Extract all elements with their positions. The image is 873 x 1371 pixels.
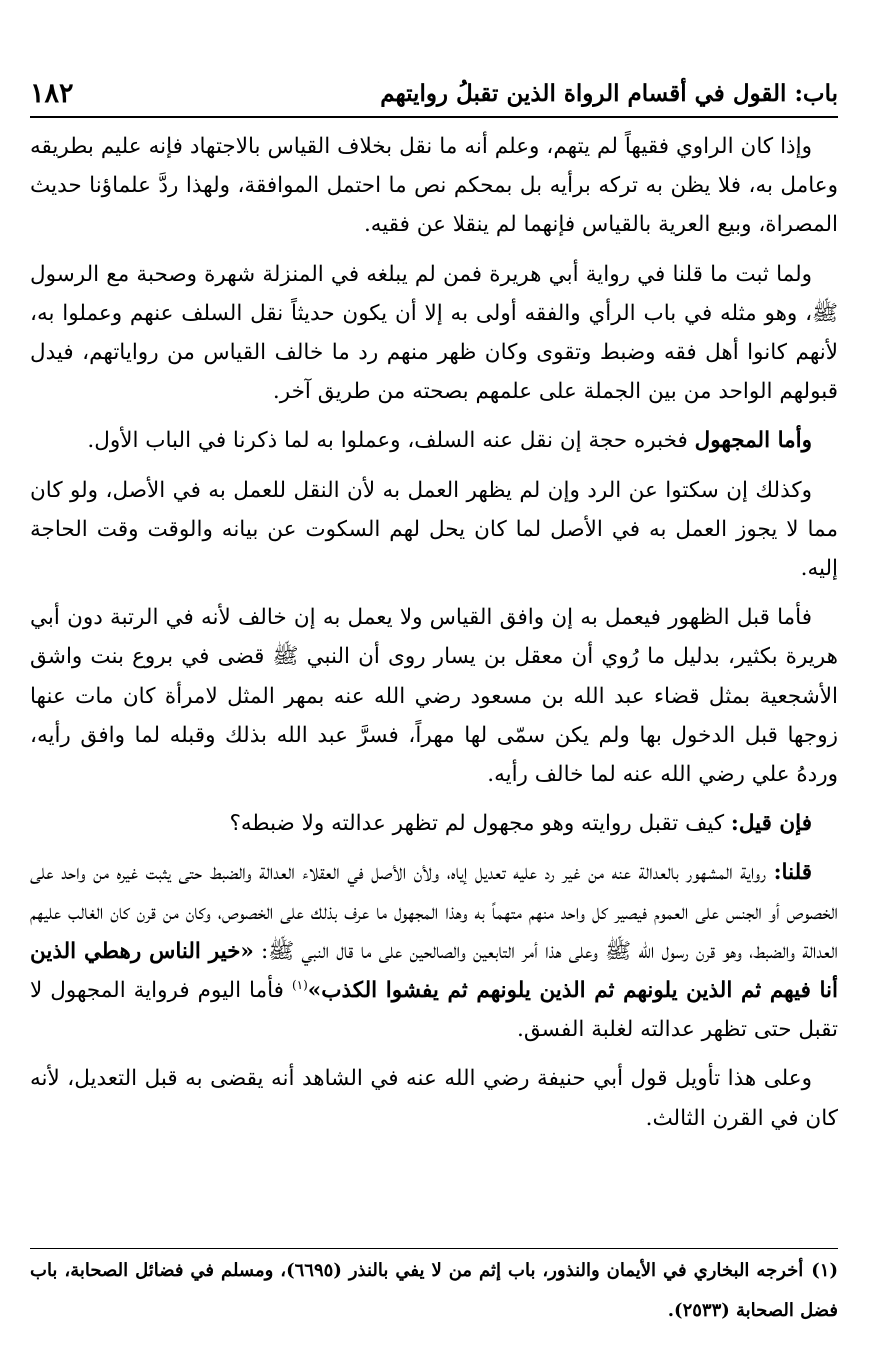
- paragraph-text: رواية المشهور بالعدالة عنه من غير رد عليه تعديل إياه، ولأن الأصل في العقلاء العدالة والضبط حتى يثبت غيره من واحد على الخصوص أو الجنس على العموم فيصير كل واحد منهم متهماً به وهذا المجهول ما عرف بذلك على الخصوص، وكان من قرن كان الغالب عليهم العدالة والضبط، وهو قرن رسول الله ﷺ وعلى هذا أمر التابعين والصالحين على ما قال النبي ﷺ:: [30, 860, 838, 964]
- paragraph-text: وكذلك إن سكتوا عن الرد وإن لم يظهر العمل به لأن النقل للعمل به في الأصل، ولو كان مما لا يجوز العمل به في الأصل لما كان يحل لهم السكوت عن بيانه والوقت وقت الحاجة إليه.: [30, 477, 838, 582]
- main-text: [30, 127, 838, 1148]
- page-number: ١٨٢: [30, 78, 74, 109]
- paragraph-text: فأما اليوم فرواية المجهول لا تقبل حتى تظهر عدالته لغلبة الفسق.: [30, 978, 838, 1043]
- page-header: [30, 72, 838, 110]
- paragraph-text: فخبره حجة إن نقل عنه السلف، وعملوا به لما ذكرنا في الباب الأول.: [87, 428, 695, 454]
- paragraph-text: كيف تقبل روايته وهو مجهول لم تظهر عدالته ولا ضبطه؟: [229, 811, 731, 837]
- paragraph-lead: فإن قيل:: [730, 811, 812, 837]
- footnote-rule: [30, 1248, 838, 1249]
- paragraph-text: وإذا كان الراوي فقيهاً لم يتهم، وعلم أنه ما نقل بخلاف القياس بالاجتهاد فإنه عليم بطريقه وعامل به، فلا يظن به تركه برأيه بل بمحكم نص ما احتمل الموافقة، ولهذا ردَّ علماؤنا حديث المصراة، وبيع العرية بالقياس فإنهما لم ينقلا عن فقيه.: [30, 134, 838, 238]
- paragraph-1: [30, 127, 838, 245]
- paragraph-5: [30, 598, 838, 794]
- footnote-text: أخرجه البخاري في الأيمان والنذور، باب إثم من لا يفي بالنذر (٦٦٩٥)، ومسلم في فضائل الصحابة، باب فضل الصحابة (٢٥٣٣).: [30, 1260, 838, 1321]
- paragraph-lead: وأما المجهول: [694, 428, 812, 454]
- hadith-quote: «خير الناس رهطي الذين أنا فيهم ثم الذين يلونهم ثم الذين يلونهم ثم يفشوا الكذب»: [30, 938, 838, 1004]
- footnote: [30, 1251, 838, 1331]
- paragraph-lead: قلنا:: [773, 860, 812, 886]
- footnote-marker: (١): [811, 1260, 838, 1281]
- running-title: باب: القول في أقسام الرواة الذين تقبلُ روايتهم: [380, 80, 838, 107]
- paragraph-text: فأما قبل الظهور فيعمل به إن وافق القياس ولا يعمل به إن خالف لأنه في الرتبة دون أبي هريرة بكثير، بدليل ما رُوي أن معقل بن يسار روى أن النبي ﷺ قضى في بروع بنت واشق الأشجعية بمثل قضاء عبد الله بن مسعود رضي الله عنه بمهر المثل لامرأة كان مات عنها زوجها قبل الدخول بها ولم يكن سمّى لها مهراً، فسرَّ عبد الله بذلك وقبله لما وافق رأيه، وردهُ علي رضي الله عنه لما خالف رأيه.: [30, 605, 838, 788]
- header-rule: [30, 116, 838, 118]
- paragraph-4: [30, 471, 838, 589]
- paragraph-7: [30, 853, 838, 1049]
- footnote-reference[interactable]: (١): [291, 977, 308, 992]
- paragraph-2: [30, 255, 838, 412]
- paragraph-6: [30, 804, 838, 843]
- paragraph-text: ولما ثبت ما قلنا في رواية أبي هريرة فمن لم يبلغه في المنزلة شهرة وصحبة مع الرسول ﷺ، وهو مثله في باب الرأي والفقه أولى به إلا أن يكون حديثاً نقل السلف عنهم وعملوا به، لأنهم كانوا أهل فقه وضبط وتقوى وكان ظهر منهم رد ما خالف القياس من رواياتهم، فيدل قبولهم الواحد من بين الجملة على علمهم بصحته من طريق آخر.: [30, 261, 838, 405]
- paragraph-3: [30, 421, 838, 460]
- paragraph-text: وعلى هذا تأويل قول أبي حنيفة رضي الله عنه في الشاهد أنه يقضى به قبل التعديل، لأنه كان في القرن الثالث.: [30, 1066, 838, 1131]
- paragraph-8: [30, 1059, 838, 1137]
